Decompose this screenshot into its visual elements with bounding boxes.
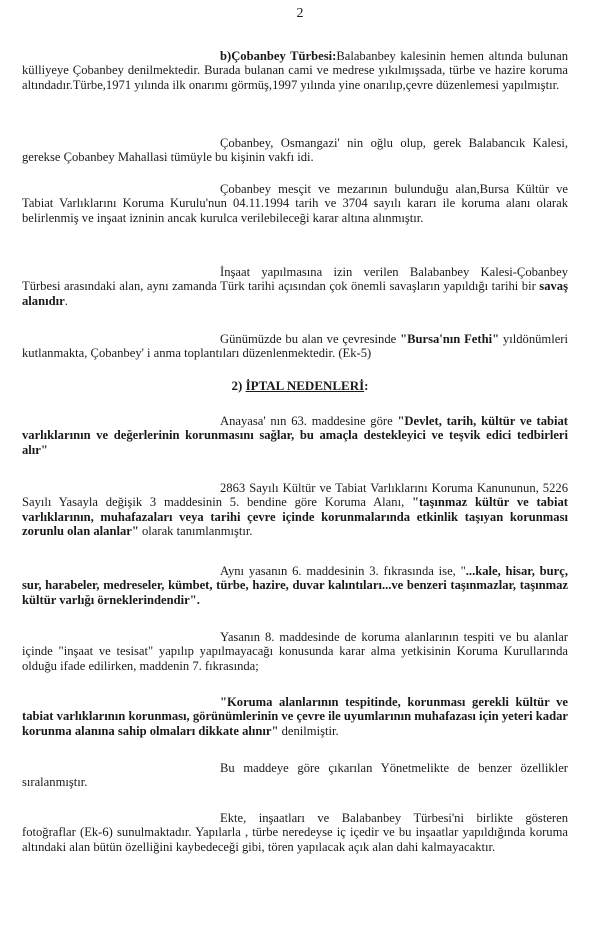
paragraph-cobanbey-osmangazi: Çobanbey, Osmangazi' nin oğlu olup, gerek Balabancık Kalesi, gerekse Çobanbey Mahallasi tümüyle bu kişinin vakfı idi. xyxy=(22,136,568,165)
bold-koruma-alani-tanim: "taşınmaz kültür ve tabiat varlıklarının, muhafazaları veya tarihi çevre içinde korunmalarında etkinlik taşıyan korunması zorunlu olan alanlar" xyxy=(22,495,568,539)
bold-tasinmaz-ornekleri: ...kale, hisar, burç, sur, harabeler, medreseler, kümbet, türbe, hazire, duvar kalıntıları...ve benzeri taşınmazlar, taşınmaz kültür varlığı örneklerindendir". xyxy=(22,564,568,607)
section-heading-iptal-nedenleri: 2) İPTAL NEDENLERİ: xyxy=(231,378,369,393)
bold-savas-alani: savaş alanıdır xyxy=(22,279,568,308)
page-number: 2 xyxy=(296,6,304,21)
paragraph-8-madde: Yasanın 8. maddesinde de koruma alanlarının tespiti ve bu alanlar içinde "inşaat ve tesisat" yapılıp yapılmayacağı konusunda karar alma yetkisinin Koruma Kurullarında olduğu ifade edilirken, maddenin 7. fıkrasında; xyxy=(22,630,568,673)
paragraph-koruma-quote: "Koruma alanlarının tespitinde, korunması gerekli kültür ve tabiat varlıklarının korunması, görünümlerinin ve çevre ile uyumlarının muhafazası için yeteri kadar korunma alanına sahip olmaları dikkate alınır" denilmiştir. xyxy=(22,695,568,738)
paragraph-cobanbey-turbesi xyxy=(22,49,568,92)
paragraph-6-madde: Aynı yasanın 6. maddesinin 3. fıkrasında ise, "...kale, hisar, burç, sur, harabeler, medreseler, kümbet, türbe, hazire, duvar kalıntıları...ve benzeri taşınmazlar, taşınmaz kültür varlığı örneklerindendir". xyxy=(22,564,568,607)
bold-koruma-alanlari-tespiti: "Koruma alanlarının tespitinde, korunması gerekli kültür ve tabiat varlıklarının korunması, görünümlerinin ve çevre ile uyumlarının muhafazası için yeteri kadar korunma alanına sahip olmaları dikkate alınır" xyxy=(22,695,568,738)
paragraph-2863-kanun: 2863 Sayılı Kültür ve Tabiat Varlıklarını Koruma Kanununun, 5226 Sayılı Yasayla değişik 3 maddesinin 5. bendine göre Koruma Alanı, "taşınmaz kültür ve tabiat varlıklarının, muhafazaları veya tarihi çevre içinde korunmalarında etkinlik taşıyan korunması zorunlu olan alanlar" olarak tanımlanmıştır. xyxy=(22,481,568,539)
paragraph-yonetmelik: Bu maddeye göre çıkarılan Yönetmelikte de benzer özellikler sıralanmıştır. xyxy=(22,761,568,790)
paragraph-mescit-koruma: Çobanbey mesçit ve mezarının bulunduğu alan,Bursa Kültür ve Tabiat Varlıklarını Koruma Kurulu'nun 04.11.1994 tarih ve 3704 sayılı kararı ile koruma alanı olarak belirlenmiş ve inşaat izninin ancak kurulca verilebileceği karar altına alınmıştır. xyxy=(22,182,568,225)
section-title: b)Çobanbey Türbesi: xyxy=(220,49,337,63)
paragraph-anayasa: Anayasa' nın 63. maddesine göre "Devlet, tarih, kültür ve tabiat varlıklarının ve değerlerinin korunmasını sağlar, bu amaçla destekleyici ve teşvik edici tedbirleri alır" xyxy=(22,414,568,457)
bold-bursanin-fethi: "Bursa'nın Fethi" xyxy=(400,332,500,346)
paragraph-gunumuzde: Günümüzde bu alan ve çevresinde "Bursa'nın Fethi" yıldönümleri kutlanmakta, Çobanbey' i anma toplantıları düzenlenmektedir. (Ek-5) xyxy=(22,332,568,361)
section-text: Balabanbey kalesinin hemen altında bulunan külliyeye Çobanbey denilmektedir. Burada bulanan cami ve medrese yıkılmışsada, türbe ve hazire koruma altındadır.Türbe,1971 yılında ilk onarımı görmüş,1997 yılında yine onarılıp,çevre düzenlemesi yapılmıştır. xyxy=(22,49,568,92)
bold-anayasa-quote: "Devlet, tarih, kültür ve tabiat varlıklarının ve değerlerinin korunmasını sağlar, bu amaçla destekleyici ve teşvik edici tedbirleri alır" xyxy=(22,414,568,457)
paragraph-ekte-fotograflar: Ekte, inşaatları ve Balabanbey Türbesi'ni birlikte gösteren fotoğraflar (Ek-6) sunulmaktadır. Yapılarla , türbe neredeyse iç içedir ve bu inşaatlar yapıldığında koruma altındaki alan bütün özelliğini kaybedeceği gibi, tören yapılacak açık alan dahi kalmayacaktır. xyxy=(22,811,568,854)
heading-title: İPTAL NEDENLERİ xyxy=(245,378,365,393)
paragraph-insaat-alani: İnşaat yapılmasına izin verilen Balabanbey Kalesi-Çobanbey Türbesi arasındaki alan, aynı zamanda Türk tarihi açısından çok önemli savaşların yapıldığı tarihi bir savaş alanıdır. xyxy=(22,265,568,308)
